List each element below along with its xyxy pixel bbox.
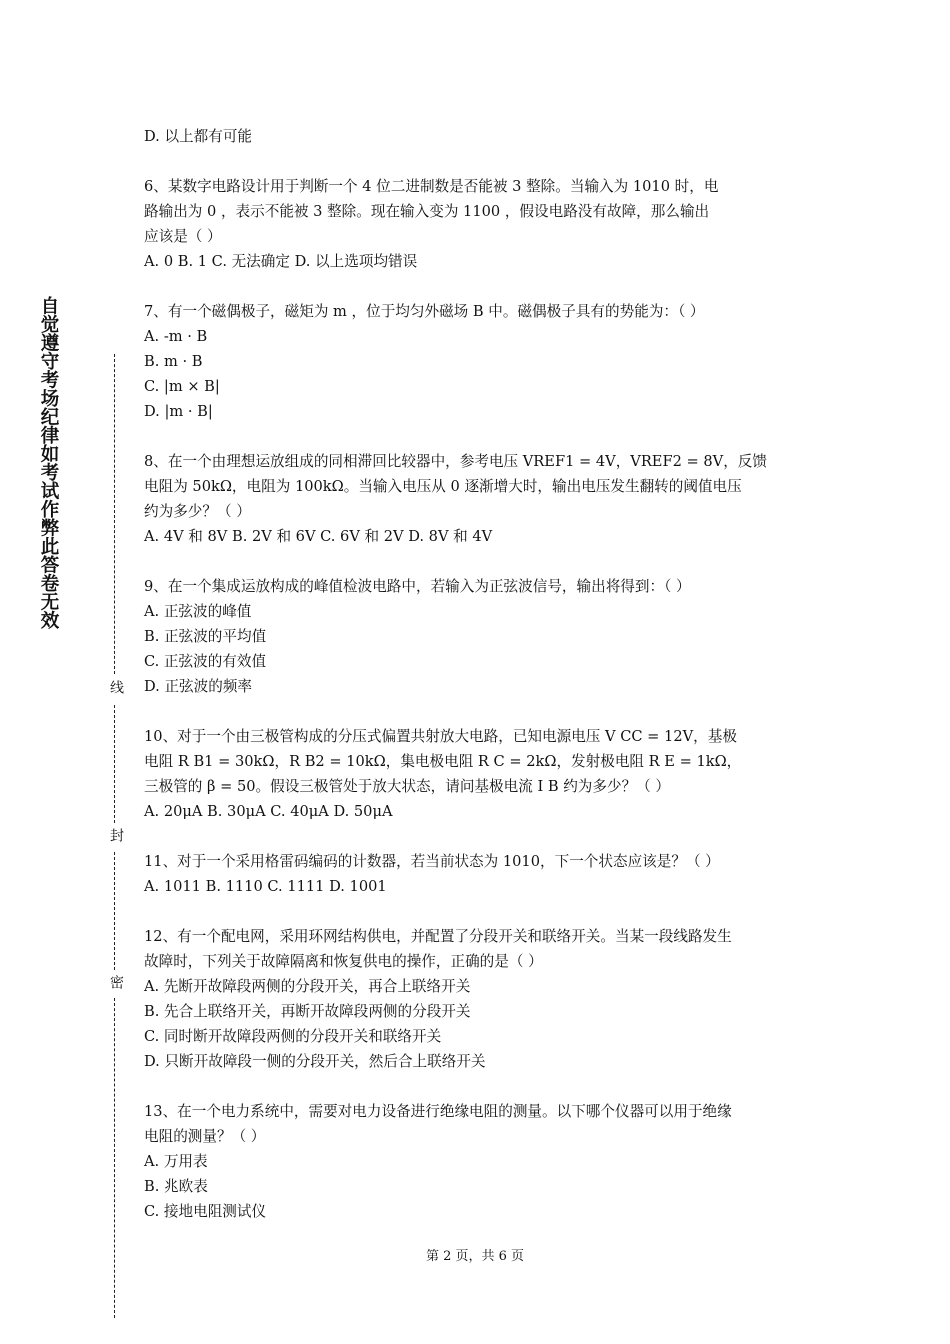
question-text: 应该是（ ） [144,228,222,245]
binding-line-segment [114,852,115,970]
question-7 [144,299,812,424]
page-number: 第 2 页，共 6 页 [425,1249,525,1264]
option-line: C. 正弦波的有效值 [144,653,267,670]
option-line: D. 正弦波的频率 [144,678,253,695]
option-line: A. 1011 B. 1110 C. 1111 D. 1001 [144,878,387,895]
question-text: 约为多少？（ ） [144,503,251,520]
question-6 [144,174,812,274]
question-9 [144,574,812,699]
question-text: 8、在一个由理想运放组成的同相滞回比较器中，参考电压 VREF1 = 4V，VREF2 = 8V，反馈 [144,453,767,470]
option-line: B. 先合上联络开关，再断开故障段两侧的分段开关 [144,1003,471,1020]
option-line: B. 兆欧表 [144,1178,208,1195]
option-line: C. |m × B| [144,378,220,395]
question-text: 故障时，下列关于故障隔离和恢复供电的操作，正确的是（ ） [144,953,543,970]
exam-discipline-notice: 自觉遵守考场纪律如考试作弊此答卷无效 [38,296,59,629]
option-line: B. m · B [144,353,203,370]
option-line: C. 接地电阻测试仪 [144,1203,267,1220]
binding-line-segment [114,705,115,823]
option-line: A. -m · B [144,328,208,345]
seal-mark-seal: 封 [108,828,124,842]
question-11 [144,849,812,899]
option-line: D. 以上都有可能 [144,128,253,145]
question-text: 11、对于一个采用格雷码编码的计数器，若当前状态为 1010，下一个状态应该是？（ ） [144,853,720,870]
question-5-tail [144,124,812,149]
option-line: A. 20μA B. 30μA C. 40μA D. 50μA [144,803,393,820]
option-line: A. 正弦波的峰值 [144,603,252,620]
question-8 [144,449,812,549]
question-12 [144,924,812,1074]
option-line: C. 同时断开故障段两侧的分段开关和联络开关 [144,1028,442,1045]
option-line: B. 正弦波的平均值 [144,628,267,645]
question-text: 6、某数字电路设计用于判断一个 4 位二进制数是否能被 3 整除。当输入为 1010 时，电 [144,178,719,195]
question-text: 电阻为 50kΩ，电阻为 100kΩ。当输入电压从 0 逐渐增大时，输出电压发生翻转的阈值电压 [144,478,742,495]
option-line: A. 万用表 [144,1153,208,1170]
question-text: 12、有一个配电网，采用环网结构供电，并配置了分段开关和联络开关。当某一段线路发生 [144,928,732,945]
question-13 [144,1099,812,1224]
question-text: 13、在一个电力系统中，需要对电力设备进行绝缘电阻的测量。以下哪个仪器可以用于绝缘 [144,1103,732,1120]
question-text: 电阻 R B1 = 30kΩ，R B2 = 10kΩ，集电极电阻 R C = 2kΩ，发射极电阻 R E = 1kΩ， [144,753,742,770]
option-line: A. 4V 和 8V B. 2V 和 6V C. 6V 和 2V D. 8V 和 4V [144,528,493,545]
question-text: 9、在一个集成运放构成的峰值检波电路中，若输入为正弦波信号，输出将得到：（ ） [144,578,691,595]
seal-mark-line: 线 [108,680,124,694]
question-text: 路输出为 0 ，表示不能被 3 整除。现在输入变为 1100 ，假设电路没有故障，那么输出 [144,203,710,220]
question-text: 7、有一个磁偶极子，磁矩为 m ，位于均匀外磁场 B 中。磁偶极子具有的势能为：（ ） [144,303,705,320]
binding-line-segment [114,354,115,674]
question-list [144,124,812,1249]
question-text: 三极管的 β = 50。假设三极管处于放大状态，请问基极电流 I B 约为多少？（ ） [144,778,671,795]
question-10 [144,724,812,824]
option-line: D. 只断开故障段一侧的分段开关，然后合上联络开关 [144,1053,486,1070]
option-line: A. 先断开故障段两侧的分段开关，再合上联络开关 [144,978,471,995]
binding-line-segment [114,998,115,1318]
question-text: 10、对于一个由三极管构成的分压式偏置共射放大电路，已知电源电压 V CC = 12V，基极 [144,728,737,745]
seal-mark-secret: 密 [108,975,124,989]
option-line: D. |m · B| [144,403,213,420]
question-text: 电阻的测量？（ ） [144,1128,266,1145]
option-line: A. 0 B. 1 C. 无法确定 D. 以上选项均错误 [144,253,418,270]
